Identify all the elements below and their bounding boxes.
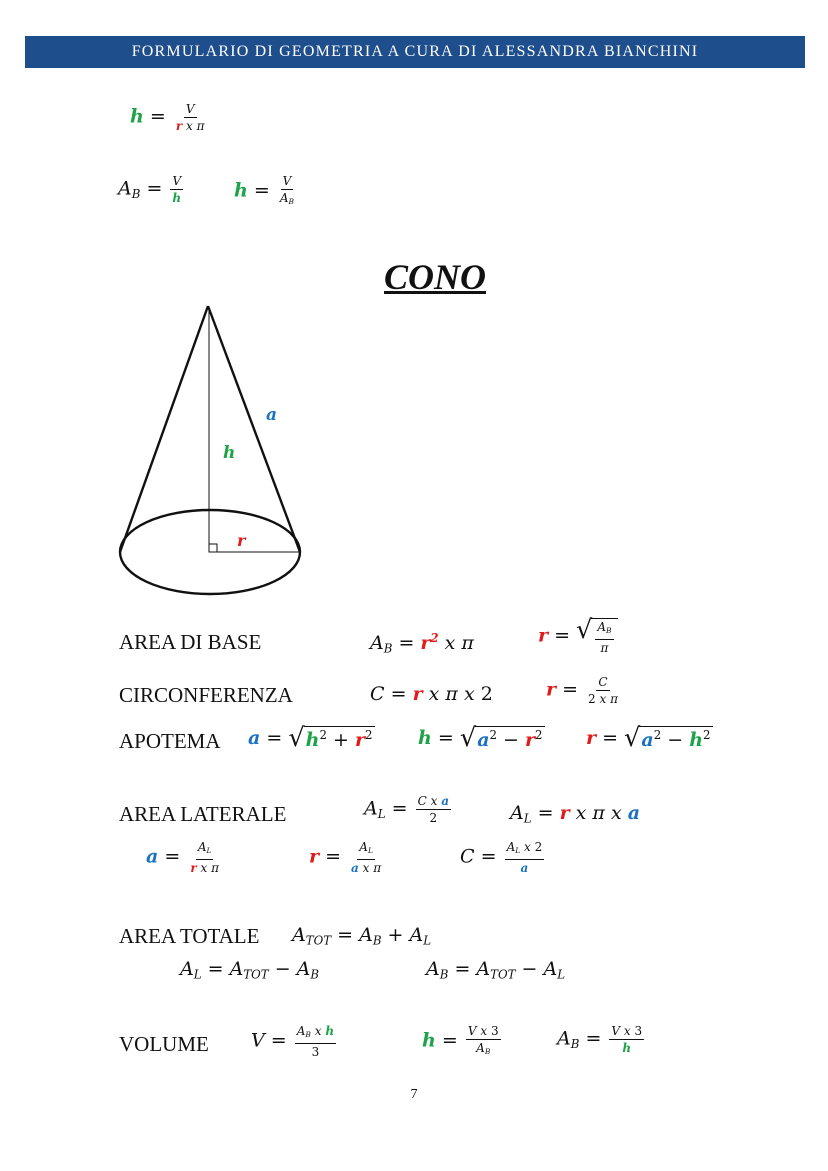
formula-volume: V = $\frac{A_B x h}{3}$	[251, 1024, 335, 1060]
page-number: 7	[410, 1087, 418, 1102]
formula-lateral-area-r: $A_L = r$ x π x a	[510, 802, 641, 826]
formula-base-from-volume: $A_B$ = $\frac{\text{V x 3}}{h}$	[557, 1024, 643, 1055]
diagram-label-a: a	[266, 405, 278, 425]
right-angle-mark	[209, 544, 217, 552]
formula-total-area: $A_{TOT} = A_B + A_L$	[292, 924, 432, 948]
cone-diagram	[110, 298, 315, 603]
formula-base-area: $A_B = r^2$ x π	[370, 631, 474, 656]
formula-radius-from-circumference: r = $\frac{C}{\text{2 x π}}$	[546, 675, 618, 706]
label-circonferenza: CIRCONFERENZA	[119, 683, 293, 707]
formula-circumference: C = r x π x 2	[370, 683, 493, 705]
section-title: CONO	[384, 257, 487, 297]
formula-h-from-base-area: h = $\frac{V}{A_B}$	[234, 174, 294, 207]
formula-base-area-from-volume: $A_B$ = $\frac{V}{h}$	[118, 174, 182, 205]
formula-radius-from-apothem: r = √ $a^2 - h^2$	[586, 723, 711, 753]
formula-lateral-area-c: $A_L$ = $\frac{\text{C x a}}{2}$	[364, 794, 449, 825]
formula-h-from-volume-radius: h = $\frac{V}{\text{r x π}}$	[130, 102, 205, 133]
header-banner	[25, 36, 805, 68]
formula-lateral-from-total: $A_L = A_{TOT} - A_B$	[180, 958, 320, 982]
header-title: FORMULARIO DI GEOMETRIA A CURA DI ALESSANDRA BIANCHINI	[131, 43, 699, 60]
formula-base-from-total: $A_B = A_{TOT} - A_L$	[426, 958, 566, 982]
formula-apothem: a = √ $h^2 + r^2$	[248, 723, 373, 753]
formula-apothem-from-lateral: a = $\frac{A_L}{\text{r x π}}$	[146, 840, 219, 876]
diagram-label-r: r	[237, 531, 246, 550]
label-area-totale: AREA TOTALE	[119, 924, 260, 948]
label-area-base: AREA DI BASE	[119, 630, 262, 654]
formula-height-from-volume: h = $\frac{\text{V x 3}}{A_B}$	[422, 1024, 499, 1057]
formula-height-from-apothem: h = √ $a^2 - r^2$	[418, 723, 543, 753]
formula-radius-from-base-area: r = √ $\frac{A_B}{\pi}$	[538, 618, 618, 655]
label-apotema: APOTEMA	[119, 729, 221, 753]
label-area-laterale: AREA LATERALE	[119, 802, 287, 826]
formula-circumference-from-lateral: C = $\frac{A_L x 2}{a}$	[460, 840, 543, 876]
formula-radius-from-lateral: r = $\frac{A_L}{\text{a x π}}$	[309, 840, 382, 876]
label-volume: VOLUME	[119, 1032, 209, 1056]
diagram-label-h: h	[223, 443, 236, 463]
